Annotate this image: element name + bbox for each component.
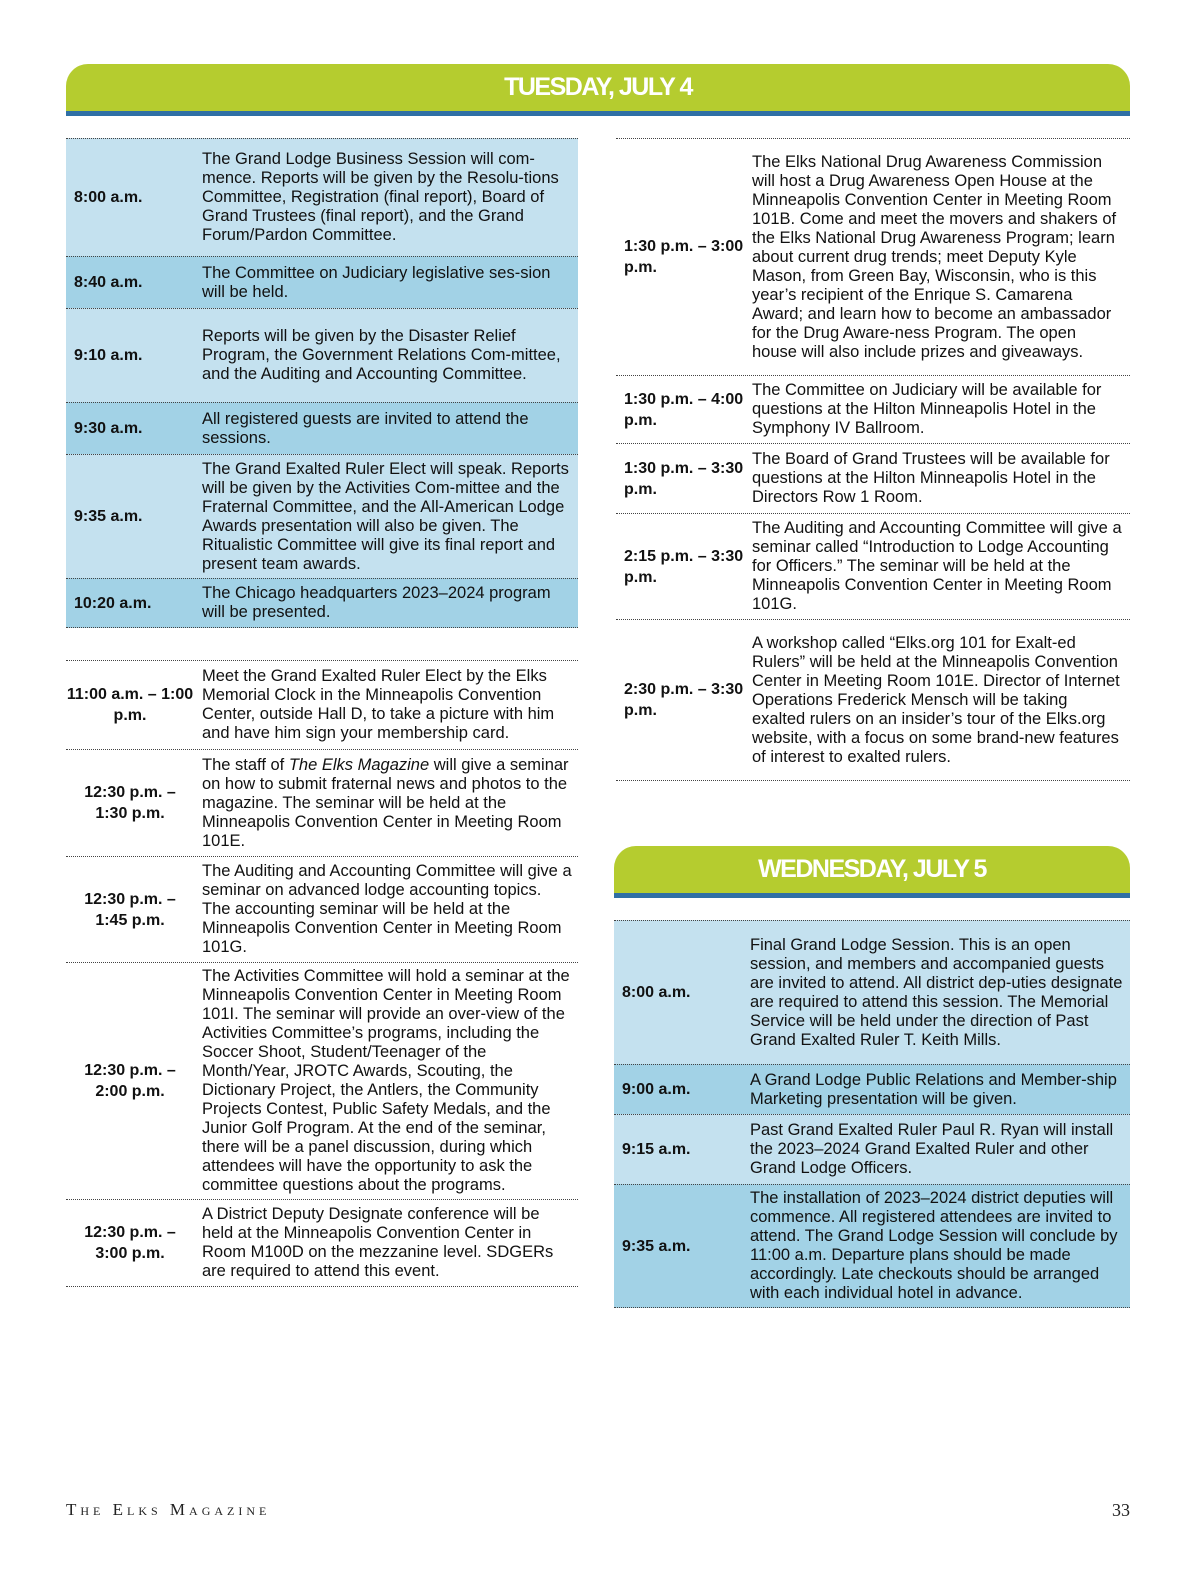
row-description: The Grand Lodge Business Session will com-mence. Reports will be given by the Resolu-tions Committee, Registration (final report), Board of Grand Trustees (final report), and the Grand Forum/Pardon Committee. bbox=[202, 150, 559, 244]
tuesday-afternoon-schedule bbox=[616, 138, 1130, 781]
row-description: Past Grand Exalted Ruler Paul R. Ryan will install the 2023–2024 Grand Exalted Ruler and other Grand Lodge Officers. bbox=[750, 1121, 1114, 1177]
row-description: The Activities Committee will hold a seminar at the Minneapolis Convention Center in Meeting Room 101I. The seminar will provide an over-view of the Activities Committee’s programs, including the Soccer Shoot, Student/Teenager of the Month/Year, JROTC Awards, Scouting, the Dictionary Project, the Antlers, the Community Projects Contest, Public Safety Medals, and the Junior Golf Program. At the end of the seminar, there will be a panel discussion, during which attendees will have the opportunity to ask the committee questions about the programs. bbox=[202, 967, 570, 1194]
row-description: The installation of 2023–2024 district deputies will commence. All registered attendees are invited to attend. The Grand Lodge Session will conclude by 11:00 a.m. Departure plans should be made accordingly. Late checkouts should be arranged with each individual hotel in advance. bbox=[750, 1189, 1118, 1302]
schedule-row bbox=[616, 513, 1130, 619]
row-time: 9:00 a.m. bbox=[622, 1081, 691, 1098]
row-time: 8:00 a.m. bbox=[622, 984, 691, 1001]
wednesday-title: WEDNESDAY, JULY 5 bbox=[758, 855, 986, 883]
row-description: The Grand Exalted Ruler Elect will speak. Reports will be given by the Activities Com-mittee and the Fraternal Committee, and the All-American Lodge Awards presentation will also be given. The Ritualistic Committee will give its final report and present team awards. bbox=[202, 459, 569, 573]
schedule-row bbox=[616, 138, 1130, 375]
schedule-row bbox=[614, 920, 1130, 1064]
row-description: The Committee on Judiciary will be available for questions at the Hilton Minneapolis Hotel in the Symphony IV Ballroom. bbox=[752, 381, 1102, 437]
row-time: 12:30 p.m. – 2:00 p.m. bbox=[84, 1062, 176, 1100]
row-description: The Elks National Drug Awareness Commission will host a Drug Awareness Open House at the Minneapolis Convention Center in Meeting Room 101B. Come and meet the movers and shakers of the Elks National Drug Awareness Program; learn about current drug trends; meet Deputy Kyle Mason, from Green Bay, Wisconsin, who is this year’s recipient of the Enrique S. Camarena Award; and learn how to become an ambassador for the Drug Aware-ness Program. The open house will also include prizes and giveaways. bbox=[752, 152, 1117, 361]
row-time: 9:10 a.m. bbox=[74, 347, 143, 364]
schedule-row bbox=[66, 402, 578, 454]
row-description: A District Deputy Designate conference will be held at the Minneapolis Convention Center in Room M100D on the mezzanine level. SDGERs are required to attend this event. bbox=[202, 1205, 554, 1280]
row-description bbox=[194, 751, 578, 856]
schedule-row bbox=[66, 660, 578, 749]
row-time: 9:15 a.m. bbox=[622, 1141, 691, 1158]
row-time: 12:30 p.m. – 3:00 p.m. bbox=[84, 1224, 176, 1262]
row-time: 2:30 p.m. – 3:30 p.m. bbox=[624, 681, 744, 719]
row-description: Final Grand Lodge Session. This is an open session, and members and accompanied guests are invited to attend. All district dep-uties designate are required to attend this session. The Memorial Service will be held under the direction of Past Grand Exalted Ruler T. Keith Mills. bbox=[750, 935, 1123, 1049]
row-description: The Chicago headquarters 2023–2024 program will be presented. bbox=[202, 584, 551, 621]
row-time: 10:20 a.m. bbox=[74, 594, 152, 612]
schedule-row bbox=[66, 1199, 578, 1287]
row-time: 8:00 a.m. bbox=[74, 189, 143, 206]
magazine-title: The Elks Magazine bbox=[288, 755, 430, 774]
row-description: The Auditing and Accounting Committee will give a seminar on advanced lodge accounting topics. The accounting seminar will be held at the Minneapolis Convention Center in Meeting Room 101G. bbox=[202, 862, 572, 956]
row-time: 11:00 a.m. – 1:00 p.m. bbox=[66, 686, 194, 724]
schedule-row bbox=[614, 1114, 1130, 1184]
schedule-row bbox=[66, 454, 578, 578]
row-description: A Grand Lodge Public Relations and Member-ship Marketing presentation will be given. bbox=[750, 1070, 1117, 1108]
schedule-row bbox=[614, 1184, 1130, 1308]
row-time: 9:30 a.m. bbox=[74, 420, 143, 437]
schedule-row bbox=[66, 749, 578, 856]
schedule-row bbox=[66, 308, 578, 402]
schedule-row bbox=[66, 962, 578, 1199]
row-description: A workshop called “Elks.org 101 for Exalt-ed Rulers” will be held at the Minneapolis Convention Center in Meeting Room 101E. Director of Internet Operations Frederick Mensch will be taking exalted rulers on an insider’s tour of the Elks.org website, with a focus on some brand-new features of interest to exalted rulers. bbox=[752, 633, 1120, 766]
row-time: 1:30 p.m. – 4:00 p.m. bbox=[624, 390, 744, 429]
desc-text: The staff of bbox=[202, 755, 289, 774]
schedule-row bbox=[66, 578, 578, 628]
row-time: 1:30 p.m. – 3:00 p.m. bbox=[624, 238, 744, 276]
row-description: All registered guests are invited to attend the sessions. bbox=[202, 409, 529, 447]
schedule-row bbox=[616, 443, 1130, 513]
schedule-row bbox=[66, 856, 578, 962]
magazine-name: The Elks Magazine bbox=[66, 1500, 271, 1519]
row-time: 1:30 p.m. – 3:30 p.m. bbox=[624, 459, 744, 498]
schedule-row bbox=[616, 619, 1130, 781]
schedule-row bbox=[66, 256, 578, 308]
row-time: 2:15 p.m. – 3:30 p.m. bbox=[624, 547, 744, 586]
tuesday-midday-schedule bbox=[66, 660, 578, 1287]
wednesday-schedule bbox=[614, 920, 1130, 1308]
row-time: 8:40 a.m. bbox=[74, 274, 143, 291]
schedule-row bbox=[614, 1064, 1130, 1114]
desc-text: will give a seminar on how to submit fraternal news and photos to the magazine. The seminar will be held at the Minneapolis Convention Center in Meeting Room 101E. bbox=[202, 755, 569, 850]
page-number: 33 bbox=[1112, 1500, 1130, 1520]
tuesday-banner bbox=[66, 64, 1130, 116]
row-description: Meet the Grand Exalted Ruler Elect by the Elks Memorial Clock in the Minneapolis Convention Center, outside Hall D, to take a picture with him and have him sign your membership card. bbox=[202, 667, 555, 742]
row-time: 9:35 a.m. bbox=[74, 508, 143, 525]
row-description: The Auditing and Accounting Committee will give a seminar called “Introduction to Lodge Accounting for Officers.” The seminar will be held at the Minneapolis Convention Center in Meeting Room 101G. bbox=[752, 519, 1122, 613]
tuesday-title: TUESDAY, JULY 4 bbox=[504, 73, 692, 101]
tuesday-morning-schedule bbox=[66, 138, 578, 628]
schedule-row bbox=[66, 138, 578, 256]
wednesday-banner bbox=[614, 846, 1130, 898]
row-time: 9:35 a.m. bbox=[622, 1237, 691, 1255]
schedule-row bbox=[616, 375, 1130, 443]
row-description: The Board of Grand Trustees will be available for questions at the Hilton Minneapolis Hotel in the Directors Row 1 Room. bbox=[752, 450, 1110, 506]
row-time: 12:30 p.m. – 1:45 p.m. bbox=[84, 890, 176, 929]
row-description: Reports will be given by the Disaster Relief Program, the Government Relations Com-mittee, and the Auditing and Accounting Committee. bbox=[202, 327, 561, 383]
row-time: 12:30 p.m. – 1:30 p.m. bbox=[84, 784, 176, 822]
row-description: The Committee on Judiciary legislative ses-sion will be held. bbox=[202, 263, 551, 301]
